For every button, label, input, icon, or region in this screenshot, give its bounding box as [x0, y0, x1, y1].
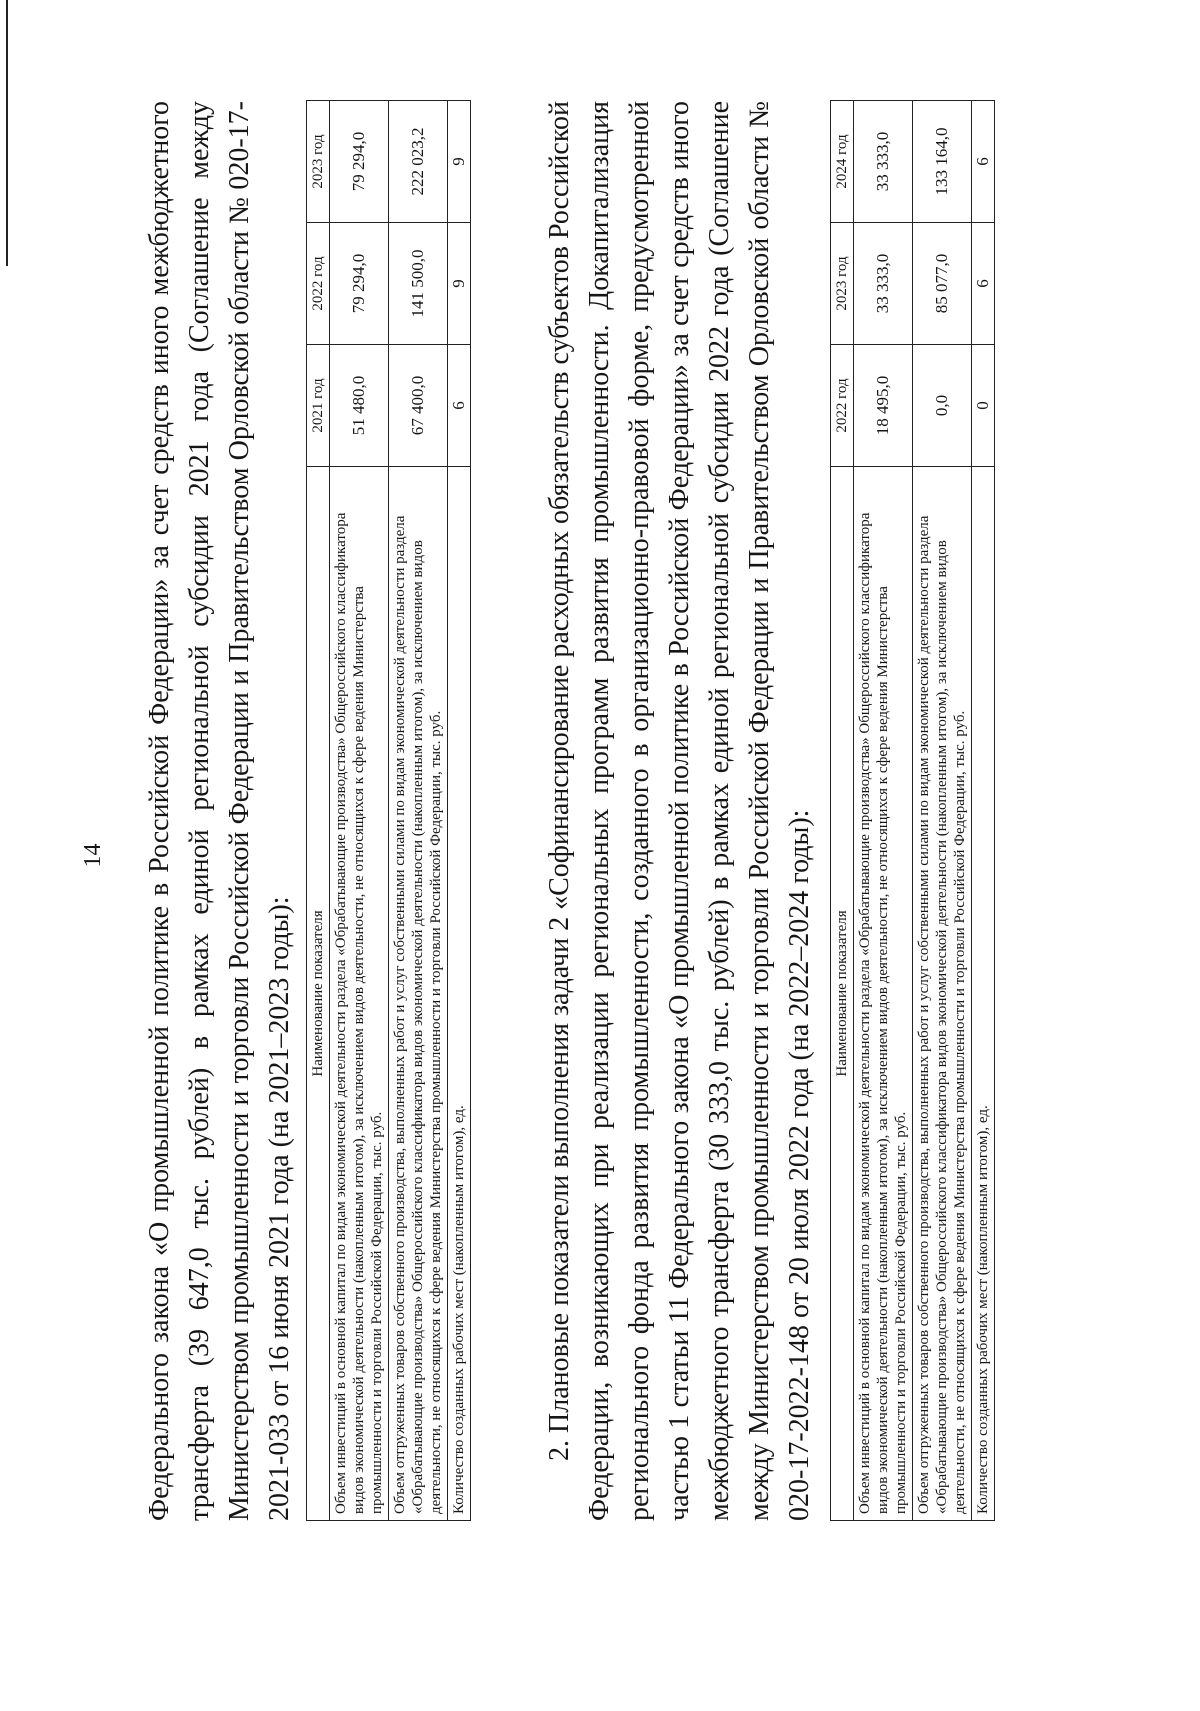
indicator-value: 33 333,0	[854, 223, 913, 345]
indicator-value: 0	[972, 345, 995, 467]
indicator-value: 51 480,0	[330, 345, 389, 467]
column-header-year: 2023 год	[831, 223, 854, 345]
header-rule	[6, 0, 8, 266]
indicator-value: 79 294,0	[330, 101, 389, 223]
column-header-name: Наименование показателя	[307, 467, 330, 1521]
indicator-value: 9	[448, 223, 471, 345]
column-header-year: 2021 год	[307, 345, 330, 467]
indicator-value: 0,0	[913, 345, 972, 467]
column-header-year: 2022 год	[307, 223, 330, 345]
indicator-value: 33 333,0	[854, 101, 913, 223]
table-header-row	[831, 101, 854, 1521]
indicator-value: 141 500,0	[389, 223, 448, 345]
indicators-table-2022	[830, 100, 995, 1521]
column-header-name: Наименование показателя	[831, 467, 854, 1521]
indicator-name: Объем инвестиций в основной капитал по видам экономической деятельности раздела «Обрабатывающие производства» Общероссийского классификатора видов экономической деятельности (накопленным итогом), за исключением видов деятельности, не относящихся к сфере ведения Министерства промышленности и торговли Российской Федерации, тыс. руб.	[330, 467, 389, 1521]
table-row	[854, 101, 913, 1521]
indicator-value: 6	[972, 101, 995, 223]
indicator-value: 222 023,2	[389, 101, 448, 223]
table-row	[972, 101, 995, 1521]
indicator-value: 18 495,0	[854, 345, 913, 467]
column-header-year: 2024 год	[831, 101, 854, 223]
indicator-name: Количество созданных рабочих мест (накопленным итогом), ед.	[448, 467, 471, 1521]
column-header-year: 2023 год	[307, 101, 330, 223]
page-number: 14	[80, 843, 106, 868]
indicator-name: Объем отгруженных товаров собственного производства, выполненных работ и услуг собственными силами по видам экономической деятельности раздела «Обрабатывающие производства» Общероссийского классификатора видов экономической деятельности (накопленным итогом), за исключением видов деятельности, не относящихся к сфере ведения Министерства промышленности и торговли Российской Федерации, тыс. руб.	[389, 467, 448, 1521]
column-header-year: 2022 год	[831, 345, 854, 467]
indicators-table-2021	[306, 100, 471, 1521]
indicator-value: 79 294,0	[330, 223, 389, 345]
indicator-value: 9	[448, 101, 471, 223]
indicator-value: 85 077,0	[913, 223, 972, 345]
table-row	[448, 101, 471, 1521]
indicator-value: 67 400,0	[389, 345, 448, 467]
table-row	[389, 101, 448, 1521]
indicator-value: 6	[448, 345, 471, 467]
indicator-name: Объем инвестиций в основной капитал по видам экономической деятельности раздела «Обрабатывающие производства» Общероссийского классификатора видов экономической деятельности (накопленным итогом), за исключением видов деятельности, не относящихся к сфере ведения Министерства промышленности и торговли Российской Федерации, тыс. руб.	[854, 467, 913, 1521]
indicator-name: Количество созданных рабочих мест (накопленным итогом), ед.	[972, 467, 995, 1521]
table-header-row	[307, 101, 330, 1521]
task2-paragraph: 2. Плановые показатели выполнения задачи 2 «Софинансирование расходных обязательств субъектов Российской Федерации, возникающих при реализации региональных программ развития промышленности. Докапитализация регионального фонда развития промышленности, созданного в организационно-правовой форме, предусмотренной частью 1 статьи 11 Федерального закона «О промышленной политике в Российской Федерации» за счет средств иного межбюджетного трансферта (30 333,0 тыс. рублей) в рамках единой региональной субсидии 2022 года (Соглашение между Министерством промышленности и торговли Российской Федерации и Правительством Орловской области № 020-17-2022-148 от 20 июля 2022 года (на 2022–2024 годы):	[544, 101, 815, 1521]
indicator-value: 133 164,0	[913, 101, 972, 223]
table-row	[330, 101, 389, 1521]
table-row	[913, 101, 972, 1521]
indicator-value: 6	[972, 223, 995, 345]
indicator-name: Объем отгруженных товаров собственного производства, выполненных работ и услуг собственными силами по видам экономической деятельности раздела «Обрабатывающие производства» Общероссийского классификатора видов экономической деятельности (накопленным итогом), за исключением видов деятельности, не относящихся к сфере ведения Министерства промышленности и торговли Российской Федерации, тыс. руб.	[913, 467, 972, 1521]
intro-paragraph: Федерального закона «О промышленной политике в Российской Федерации» за счет средств иного межбюджетного трансферта (39 647,0 тыс. рублей) в рамках единой региональной субсидии 2021 года (Соглашение между Министерством промышленности и торговли Российской Федерации и Правительством Орловской области № 020-17-2021-033 от 16 июня 2021 года (на 2021–2023 годы):	[144, 101, 295, 1521]
